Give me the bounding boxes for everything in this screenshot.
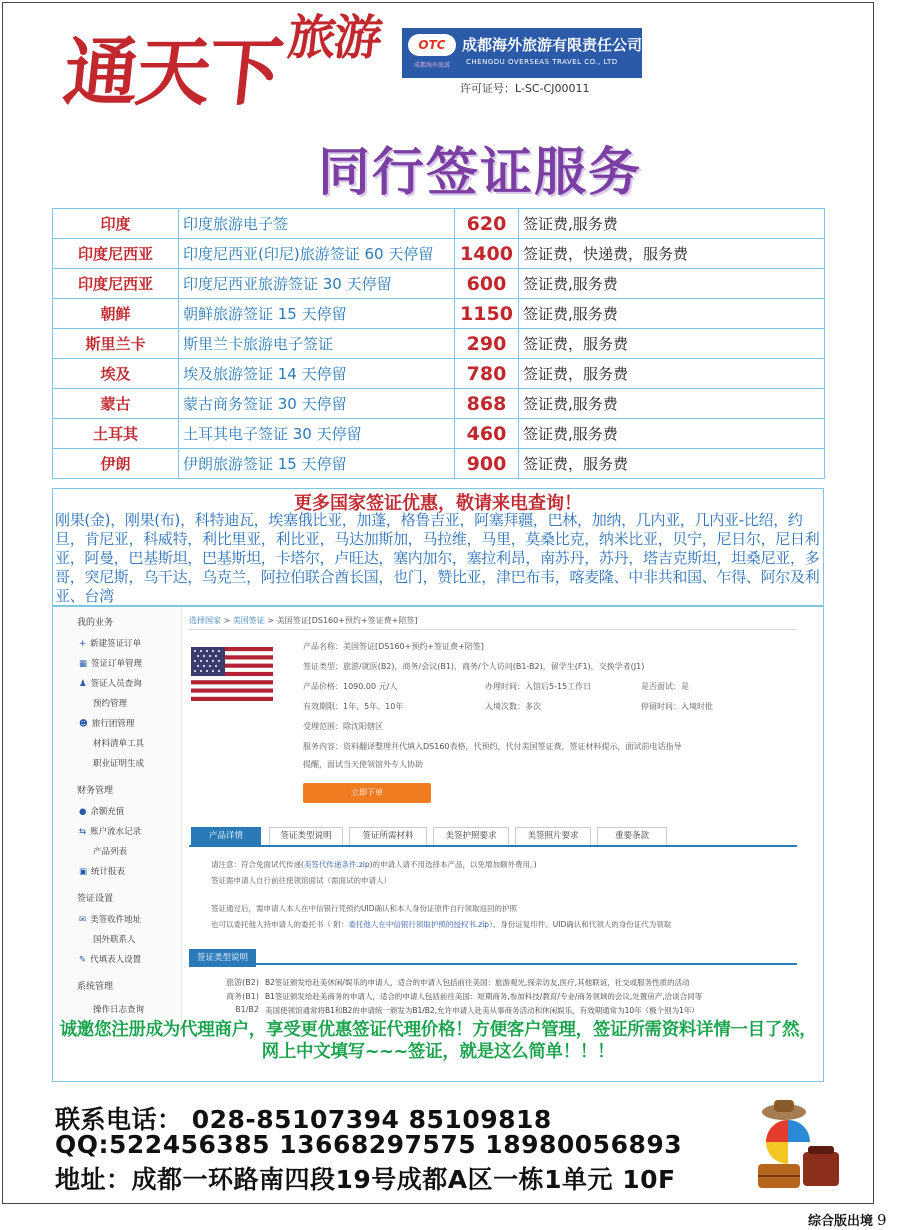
page-number: 9	[877, 1211, 887, 1229]
coin-icon: ●	[79, 807, 87, 817]
brand-text: 通天下	[59, 30, 285, 116]
brand-text-small: 旅游	[285, 10, 384, 66]
more-countries-box	[52, 488, 824, 606]
table-row	[53, 389, 825, 419]
price-cell: 868	[455, 389, 519, 419]
sidebar-item-account-flow[interactable]	[79, 825, 141, 837]
visa-type-section-header	[189, 945, 797, 965]
country-cell: 印度	[53, 209, 179, 239]
product-interview: 是否面试：是	[641, 682, 689, 691]
product-content: 服务内容：资料翻译整理并代填入DS160表格，代预约，代付美国签证费，签证材料提示，面试前电话指导	[303, 742, 682, 751]
country-cell: 斯里兰卡	[53, 329, 179, 359]
table-row	[53, 419, 825, 449]
note-line-4	[211, 919, 671, 930]
country-cell: 土耳其	[53, 419, 179, 449]
table-row	[53, 329, 825, 359]
page-footer	[808, 1210, 887, 1229]
note-text: 也可以委托他人持申请人的委托书（ 附：	[211, 920, 349, 929]
price-cell: 460	[455, 419, 519, 449]
product-time: 办理时间：入馆后5-15工作日	[485, 682, 592, 691]
sidebar-item-stats[interactable]	[79, 865, 125, 877]
tab-materials[interactable]: 签证所需材料	[349, 827, 427, 845]
mail-icon: ✉	[79, 915, 87, 925]
sidebar-item-new-order[interactable]	[79, 637, 141, 649]
product-cell: 蒙古商务签证 30 天停留	[179, 389, 455, 419]
sidebar-item-label: 旅行团管理	[91, 719, 135, 729]
person-icon: ♟	[79, 679, 87, 689]
sidebar-group-system: 系统管理	[77, 982, 114, 992]
sidebar-item-group-mgmt[interactable]	[79, 717, 134, 729]
sidebar-item-material-tool[interactable]: 材料清单工具	[93, 739, 145, 749]
company-name-en: CHENGDU OVERSEAS TRAVEL CO., LTD	[466, 58, 618, 66]
fee-cell: 签证费,服务费	[519, 209, 825, 239]
product-cell: 土耳其电子签证 30 天停留	[179, 419, 455, 449]
product-cell: 朝鲜旅游签证 15 天停留	[179, 299, 455, 329]
price-cell: 1150	[455, 299, 519, 329]
sidebar-item-contact[interactable]: 国外联系人	[93, 935, 136, 945]
type-label: 旅游(B2)	[226, 978, 259, 987]
table-row	[53, 299, 825, 329]
price-cell: 780	[455, 359, 519, 389]
sidebar	[53, 607, 182, 1027]
contact-qq: QQ:522456385 13668297575 18980056893	[55, 1130, 683, 1159]
report-icon: ▣	[79, 867, 88, 877]
sidebar-item-label: 账户流水记录	[90, 827, 142, 837]
brand-title	[59, 10, 384, 120]
price-cell: 620	[455, 209, 519, 239]
sidebar-item-recharge[interactable]	[79, 805, 124, 817]
product-cell: 印度尼西亚(印尼)旅游签证 60 天停留	[179, 239, 455, 269]
sidebar-item-op-log[interactable]: 操作日志查询	[93, 1005, 145, 1015]
agent-invitation: 诚邀您注册成为代理商户，享受更优惠签证代理价格！方便客户管理，签证所需资料详情一目了然，网上中文填写~~~签证，就是这么简单！！！	[59, 1020, 817, 1062]
sidebar-item-label: 签证订单管理	[91, 659, 143, 669]
sidebar-item-agent-setting[interactable]	[79, 953, 141, 965]
price-cell: 900	[455, 449, 519, 479]
company-name-cn: 成都海外旅游有限责任公司	[462, 36, 643, 54]
footer-section: 综合版出境	[808, 1214, 874, 1229]
pencil-icon: ✎	[79, 955, 87, 965]
product-name: 产品名称：美国签证[DS160+预约+签证费+陪签]	[303, 642, 484, 651]
type-desc: B1签证颁发给赴美商务的申请人，适合的申请人包括前往美国：短期商务,参加科技/教育/专业/商务领域的会议,处置房产,洽谈合同等	[265, 992, 703, 1001]
zip-link[interactable]: 委托他人在中信银行领取护照的授权书.zip	[348, 920, 490, 929]
sidebar-item-product-list[interactable]: 产品列表	[93, 847, 128, 857]
product-cell: 印度尼西亚旅游签证 30 天停留	[179, 269, 455, 299]
product-cell: 伊朗旅游签证 15 天停留	[179, 449, 455, 479]
company-banner	[402, 28, 642, 78]
zip-link[interactable]: 美签代传递条件.zip	[303, 860, 370, 869]
sidebar-item-label: 美签收件地址	[90, 915, 142, 925]
more-countries-list: 刚果(金)，刚果(布)，科特迪瓦，埃塞俄比亚，加蓬，格鲁吉亚，阿塞拜疆，巴林，加纳，几内亚，几内亚-比绍，约旦，肯尼亚，科威特，利比里亚，利比亚，马达加斯加，马拉维，马里，莫桑比克，纳米比亚，贝宁，尼日尔，尼日利亚，阿曼，巴基斯坦，巴基斯坦，卡塔尔，卢旺达，塞内加尔，塞拉利昂，南苏丹，苏丹，塔吉克斯坦，坦桑尼亚，多哥，突尼斯，乌干达，乌克兰，阿拉伯联合酋长国，也门，赞比亚，津巴布韦，喀麦隆、中非共和国、乍得、阿尔及利亚、台湾	[55, 511, 820, 605]
product-remind: 提醒，面试当天使领馆外专人协助	[303, 760, 423, 769]
travel-luggage-icon	[748, 1094, 848, 1194]
transfer-icon: ⇆	[79, 827, 87, 837]
product-price: 产品价格：1090.00 元/人	[303, 682, 398, 691]
fee-cell: 签证费,服务费	[519, 389, 825, 419]
fee-cell: 签证费,服务费	[519, 299, 825, 329]
sidebar-item-label: 代填表人设置	[90, 955, 142, 965]
product-type: 签证类型：旅游/就医(B2)，商务/会议(B1)，商务/个人访问(B1-B2)，留学生(F1)，交换学者(J1)	[303, 662, 645, 671]
breadcrumb-us-visa[interactable]: 美国签证	[232, 616, 265, 625]
note-line-1	[211, 859, 537, 870]
table-row	[53, 209, 825, 239]
price-cell: 290	[455, 329, 519, 359]
type-label: 商务(B1)	[226, 992, 259, 1001]
tab-terms[interactable]: 重要条款	[597, 827, 667, 845]
table-row	[53, 239, 825, 269]
product-scope: 受理范围：除沈阳辖区	[303, 722, 383, 731]
tab-passport[interactable]: 美签护照要求	[433, 827, 509, 845]
visa-price-table	[52, 208, 825, 479]
note-text: ）、身份证复印件、UID确认和代领人的身份证代为领取	[489, 920, 672, 929]
product-cell: 斯里兰卡旅游电子签证	[179, 329, 455, 359]
fee-cell: 签证费,服务费	[519, 269, 825, 299]
sidebar-item-label: 余额充值	[90, 807, 125, 817]
contact-phone: 联系电话： 028-85107394 85109818	[55, 1105, 552, 1134]
sidebar-item-appointment[interactable]: 预约管理	[93, 699, 128, 709]
type-desc: 美国使领馆通常将B1和B2的申请统一颁发为B1/B2,允许申请人赴美从事商务活动和休闲娱乐，有效期通常为10年（极个别为1年）	[265, 1006, 699, 1015]
contact-address: 地址：成都一环路南四段19号成都A区一栋1单元 10F	[55, 1165, 676, 1194]
sidebar-group-business: 我的业务	[77, 618, 114, 628]
note-text: )的申请人请不用选择本产品，以免增加额外费用。)	[369, 860, 537, 869]
country-cell: 朝鲜	[53, 299, 179, 329]
country-cell: 蒙古	[53, 389, 179, 419]
fee-cell: 签证费，服务费	[519, 359, 825, 389]
country-cell: 埃及	[53, 359, 179, 389]
sidebar-item-label: 签证人员查询	[90, 679, 142, 689]
fee-cell: 签证费，快递费，服务费	[519, 239, 825, 269]
price-cell: 1400	[455, 239, 519, 269]
breadcrumb: 选择国家 > 美国签证 > 美国签证[DS160+预约+签证费+陪签]	[189, 615, 797, 630]
product-cell: 埃及旅游签证 14 天停留	[179, 359, 455, 389]
sidebar-item-applicant-query[interactable]	[79, 677, 142, 689]
tab-photo[interactable]: 美签照片要求	[515, 827, 591, 845]
table-row	[53, 269, 825, 299]
price-cell: 600	[455, 269, 519, 299]
type-desc: B2签证颁发给赴美休闲/娱乐的申请人，适合的申请人包括前往美国：旅游观光,探亲访友,医疗,其他联谊，社交或服务性质的活动	[265, 978, 690, 987]
company-logo-sub: 成都海外旅游	[413, 62, 450, 69]
sidebar-item-order-mgmt[interactable]	[79, 657, 142, 669]
section-title: 签证类型说明	[189, 949, 256, 967]
fee-cell: 签证费，服务费	[519, 449, 825, 479]
breadcrumb-choose-country[interactable]: 选择国家	[189, 616, 221, 625]
tab-product-detail[interactable]: 产品详情	[191, 827, 261, 845]
license-number: 许可证号：L-SC-CJ00011	[460, 82, 590, 95]
product-validity: 有效期限：1年、5年、10年	[303, 702, 404, 711]
sidebar-group-settings: 签证设置	[77, 894, 114, 904]
table-row	[53, 359, 825, 389]
type-label: B1/B2	[235, 1005, 259, 1014]
group-icon: ☻	[79, 719, 88, 729]
product-stay: 停留时间：入境时批	[641, 702, 713, 711]
note-line-2: 签证需申请人自行前往使领馆面试（需面试的申请人）	[211, 876, 391, 885]
plus-icon: +	[79, 639, 87, 649]
us-flag-icon	[191, 647, 273, 701]
product-cell: 印度旅游电子签	[179, 209, 455, 239]
service-title: 同行签证服务	[318, 143, 643, 203]
fee-cell: 签证费,服务费	[519, 419, 825, 449]
sidebar-item-job-cert[interactable]: 职业证明生成	[93, 759, 145, 769]
sidebar-group-finance: 财务管理	[77, 786, 114, 796]
country-cell: 印度尼西亚	[53, 269, 179, 299]
grid-icon: ▦	[79, 659, 88, 669]
more-countries-title: 更多国家签证优惠，敬请来电查询！	[294, 493, 582, 514]
tab-visa-type[interactable]: 签证类型说明	[269, 827, 343, 845]
country-cell: 印度尼西亚	[53, 239, 179, 269]
country-cell: 伊朗	[53, 449, 179, 479]
table-row	[53, 449, 825, 479]
sidebar-item-us-address[interactable]	[79, 913, 141, 925]
note-line-3: 签证通过后，需申请人本人在中信银行凭预约UID确认和本人身份证原件自行领取返回的护照	[211, 904, 517, 913]
product-tabs	[189, 825, 797, 847]
sidebar-item-label: 统计报表	[91, 867, 126, 877]
note-text: 请注意：符合免面试代传递(	[211, 860, 304, 869]
breadcrumb-current: 美国签证[DS160+预约+签证费+陪签]	[276, 616, 418, 625]
sidebar-item-label: 新建签证订单	[90, 639, 142, 649]
buy-now-button[interactable]: 立即下单	[303, 783, 431, 803]
system-screenshot	[52, 606, 824, 1082]
fee-cell: 签证费，服务费	[519, 329, 825, 359]
company-logo: OTC	[408, 34, 456, 56]
product-entries: 入境次数：多次	[485, 702, 541, 711]
